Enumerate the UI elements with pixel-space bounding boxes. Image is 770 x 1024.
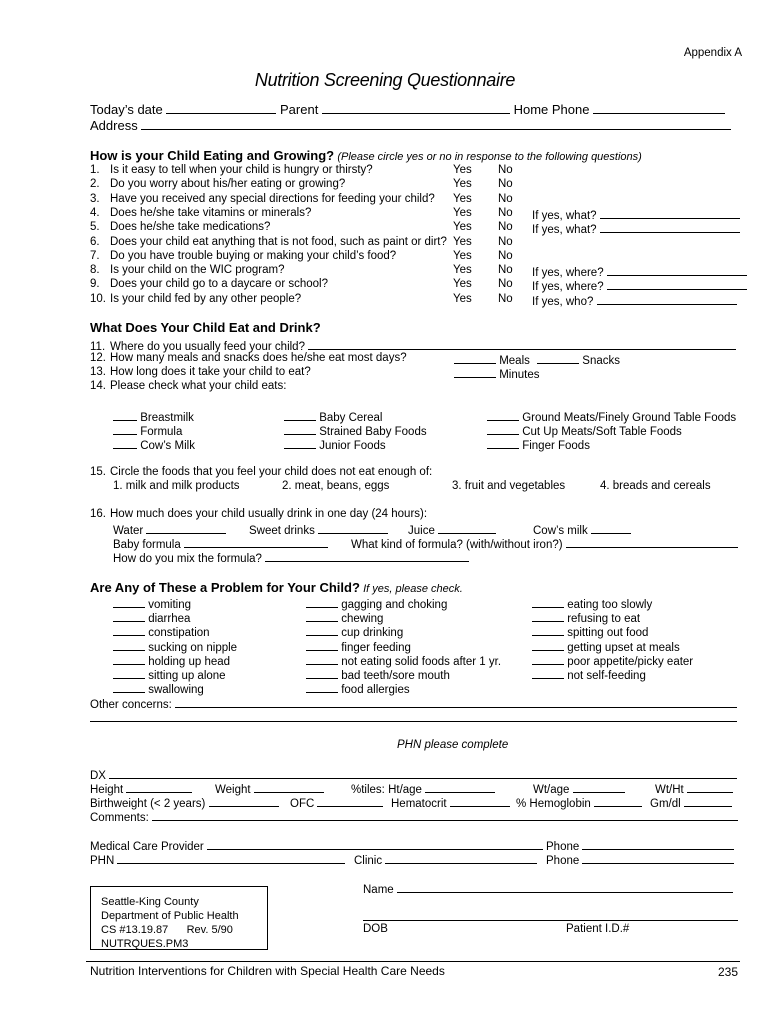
yes-option[interactable]: Yes	[453, 207, 472, 219]
if-yes-group	[532, 293, 737, 308]
problem-check-blank[interactable]	[306, 596, 338, 608]
problem-label: not eating solid foods after 1 yr.	[341, 655, 502, 668]
problem-label: sitting up alone	[148, 670, 226, 682]
yes-option[interactable]: Yes	[453, 264, 472, 276]
provider-phone-label: Phone	[546, 841, 580, 853]
if-yes-label: If yes, where?	[532, 267, 604, 279]
minutes-label: Minutes	[499, 369, 540, 381]
comments-field[interactable]	[152, 809, 738, 821]
problem-item	[113, 596, 191, 611]
food-label: Formula	[140, 426, 183, 438]
food-check-blank[interactable]	[284, 423, 316, 435]
problem-item	[532, 653, 693, 668]
no-option[interactable]: No	[498, 207, 513, 219]
problem-item	[113, 639, 237, 654]
no-option[interactable]: No	[498, 264, 513, 276]
dx-field[interactable]	[109, 767, 737, 779]
question-text: Does he/she take vitamins or minerals?	[110, 207, 312, 219]
problem-item	[113, 624, 210, 639]
question-number: 7.	[90, 250, 100, 262]
problem-check-blank[interactable]	[113, 653, 145, 665]
food-label: Junior Foods	[319, 440, 386, 452]
problem-label: diarrhea	[148, 613, 191, 626]
weight-label: Weight	[215, 784, 251, 796]
agency-line-2: Department of Public Health	[101, 910, 239, 922]
food-item	[487, 409, 736, 424]
if-yes-group	[532, 278, 747, 293]
food-label: Breastmilk	[140, 412, 194, 424]
food-item	[113, 423, 182, 438]
section1-heading: How is your Child Eating and Growing?	[90, 148, 335, 163]
q11-field[interactable]	[308, 338, 736, 350]
food-item	[284, 423, 427, 438]
agency-line-1: Seattle-King County	[101, 896, 199, 908]
problem-check-blank[interactable]	[306, 653, 338, 665]
problem-label: refusing to eat	[567, 613, 641, 626]
agency-line-4: NUTRQUES.PM3	[101, 938, 189, 950]
question-row	[90, 236, 447, 248]
question-row	[90, 278, 328, 290]
meals-label: Meals	[499, 355, 530, 367]
footer-rule	[86, 961, 740, 962]
no-option[interactable]: No	[498, 178, 513, 190]
section1-instruction: (Please circle yes or no in response to the following questions)	[337, 151, 642, 163]
footer-title: Nutrition Interventions for Children with Special Health Care Needs	[90, 964, 445, 978]
problem-label: poor appetite/picky eater	[567, 655, 694, 668]
food-check-blank[interactable]	[487, 437, 519, 449]
problem-label: finger feeding	[341, 641, 411, 654]
hemoglobin-label: % Hemoglobin	[516, 798, 591, 810]
question-row	[90, 164, 373, 176]
juice-field[interactable]	[438, 522, 496, 534]
section2-heading: What Does Your Child Eat and Drink?	[90, 320, 321, 335]
question-number: 5.	[90, 221, 100, 233]
problem-item	[532, 624, 648, 639]
phn-label: PHN	[90, 855, 115, 867]
problem-label: bad teeth/sore mouth	[341, 670, 450, 682]
question-row	[90, 178, 345, 190]
other-concerns-field[interactable]	[175, 696, 737, 708]
question-number: 1.	[90, 164, 100, 176]
height-label: Height	[90, 784, 124, 796]
formula-kind-label: What kind of formula? (with/without iron?)	[351, 539, 563, 551]
juice-label: Juice	[408, 525, 435, 537]
ofc-label: OFC	[290, 798, 315, 810]
problem-check-blank[interactable]	[306, 667, 338, 679]
food-item	[284, 437, 386, 452]
problem-label: not self-feeding	[567, 670, 646, 682]
question-text: Is it easy to tell when your child is hungry or thirsty?	[110, 164, 373, 176]
problem-label: vomiting	[148, 599, 192, 611]
problem-check-blank[interactable]	[532, 667, 564, 679]
clinic-phone-label: Phone	[546, 855, 580, 867]
question-row	[90, 221, 270, 233]
problem-check-blank[interactable]	[306, 681, 338, 693]
problem-item	[306, 681, 410, 696]
food-check-blank[interactable]	[113, 437, 137, 449]
weight-field[interactable]	[254, 781, 324, 793]
problem-check-blank[interactable]	[113, 639, 145, 651]
food-label: Cut Up Meats/Soft Table Foods	[522, 426, 682, 438]
problem-item	[306, 667, 450, 682]
appendix-label: Appendix A	[683, 47, 742, 59]
if-yes-field[interactable]	[607, 278, 747, 290]
wt-age-label: Wt/age	[533, 784, 570, 796]
no-option[interactable]: No	[498, 164, 513, 176]
problem-label: chewing	[341, 613, 384, 626]
if-yes-label: If yes, what?	[532, 224, 597, 236]
birthweight-label: Birthweight (< 2 years)	[90, 798, 206, 810]
problem-item	[532, 610, 640, 625]
hemoglobin-field[interactable]	[594, 795, 642, 807]
problem-item	[113, 653, 230, 668]
problem-check-blank[interactable]	[306, 610, 338, 622]
yes-option[interactable]: Yes	[453, 221, 472, 233]
gm-dl-field[interactable]	[684, 795, 732, 807]
problem-label: spitting out food	[567, 627, 649, 640]
question-number: 2.	[90, 178, 100, 190]
food-item	[487, 423, 682, 438]
question-row	[90, 193, 435, 205]
address-label: Address	[90, 118, 138, 133]
question-number: 8.	[90, 264, 100, 276]
gm-dl-label: Gm/dl	[650, 798, 681, 810]
clinic-label: Clinic	[354, 855, 383, 867]
meals-field[interactable]	[454, 352, 496, 364]
question-text: Does your child go to a daycare or school?	[110, 278, 328, 290]
agency-box	[90, 886, 268, 950]
ht-age-field[interactable]	[425, 781, 495, 793]
question-number: 10.	[90, 293, 106, 305]
question-text: Do you worry about his/her eating or growing?	[110, 178, 346, 190]
phn-heading: PHN please complete	[397, 739, 509, 751]
problem-check-blank[interactable]	[306, 624, 338, 636]
if-yes-label: If yes, what?	[532, 210, 597, 222]
q15-text: Circle the foods that you feel your child does not eat enough of:	[110, 466, 433, 478]
question-text: Have you received any special directions for feeding your child?	[110, 193, 435, 205]
food-item	[113, 437, 195, 452]
q14-text: Please check what your child eats:	[110, 380, 287, 392]
provider-phone-field[interactable]	[582, 838, 734, 850]
problem-check-blank[interactable]	[532, 610, 564, 622]
mix-formula-field[interactable]	[265, 550, 469, 562]
question-text: Does he/she take medications?	[110, 221, 271, 233]
provider-field[interactable]	[207, 838, 543, 850]
hematocrit-label: Hematocrit	[391, 798, 447, 810]
q15-number: 15.	[90, 466, 106, 478]
water-field[interactable]	[146, 522, 226, 534]
q12-text: How many meals and snacks does he/she eat most days?	[110, 352, 407, 364]
todays-date-label: Today’s date	[90, 102, 163, 117]
mix-formula-label: How do you mix the formula?	[113, 553, 262, 565]
question-text: Is your child fed by any other people?	[110, 293, 302, 305]
q16-number: 16.	[90, 508, 106, 520]
cows-milk-field[interactable]	[591, 522, 631, 534]
question-text: Do you have trouble buying or making your child’s food?	[110, 250, 397, 262]
if-yes-group	[532, 264, 747, 279]
problem-label: eating too slowly	[567, 599, 653, 611]
food-item	[284, 409, 383, 424]
question-number: 4.	[90, 207, 100, 219]
yes-option[interactable]: Yes	[453, 193, 472, 205]
q11-number: 11.	[90, 341, 106, 353]
food-label: Baby Cereal	[319, 412, 383, 424]
problem-check-blank[interactable]	[532, 653, 564, 665]
food-check-blank[interactable]	[113, 409, 137, 421]
q11-text: Where do you usually feed your child?	[110, 341, 305, 353]
no-option[interactable]: No	[498, 236, 513, 248]
food-label: Strained Baby Foods	[319, 426, 427, 438]
yes-option[interactable]: Yes	[453, 278, 472, 290]
q15-option-2[interactable]: 2. meat, beans, eggs	[282, 480, 390, 492]
food-item	[487, 437, 590, 452]
food-check-blank[interactable]	[487, 409, 519, 421]
question-text: Is your child on the WIC program?	[110, 264, 285, 276]
problem-item	[532, 667, 646, 682]
if-yes-field[interactable]	[607, 264, 747, 276]
if-yes-group	[532, 207, 740, 222]
question-number: 9.	[90, 278, 100, 290]
baby-formula-label: Baby formula	[113, 539, 181, 551]
name-field[interactable]	[397, 881, 733, 893]
problem-label: swallowing	[148, 684, 204, 697]
no-option[interactable]: No	[498, 293, 513, 305]
if-yes-field[interactable]	[600, 221, 740, 233]
phn-field[interactable]	[117, 852, 345, 864]
yes-option[interactable]: Yes	[453, 236, 472, 248]
comments-label: Comments:	[90, 812, 149, 824]
snacks-field[interactable]	[537, 352, 579, 364]
problem-item	[532, 596, 652, 611]
q14-number: 14.	[90, 380, 106, 392]
problem-check-blank[interactable]	[306, 639, 338, 651]
problem-item	[113, 610, 190, 625]
yes-option[interactable]: Yes	[453, 178, 472, 190]
problem-label: constipation	[148, 627, 210, 640]
address-field[interactable]	[141, 118, 731, 130]
other-concerns-line-2[interactable]	[90, 721, 737, 722]
if-yes-group	[532, 221, 740, 236]
problem-item	[306, 610, 383, 625]
question-number: 6.	[90, 236, 100, 248]
name-label: Name	[363, 884, 394, 896]
if-yes-label: If yes, who?	[532, 296, 594, 308]
problem-check-blank[interactable]	[113, 610, 145, 622]
if-yes-field[interactable]	[597, 293, 737, 305]
parent-field[interactable]	[322, 102, 510, 114]
q15-option-3[interactable]: 3. fruit and vegetables	[452, 480, 566, 492]
baby-formula-field[interactable]	[184, 536, 328, 548]
provider-label: Medical Care Provider	[90, 841, 204, 853]
question-number: 3.	[90, 193, 100, 205]
question-row	[90, 207, 311, 219]
q15-option-1[interactable]: 1. milk and milk products	[113, 480, 240, 492]
food-label: Finger Foods	[522, 440, 590, 452]
section3-instruction: If yes, please check.	[363, 583, 463, 595]
problem-item	[306, 624, 403, 639]
question-row	[90, 264, 285, 276]
problem-check-blank[interactable]	[113, 681, 145, 693]
hematocrit-field[interactable]	[450, 795, 510, 807]
birthweight-field[interactable]	[209, 795, 279, 807]
food-item	[113, 409, 194, 424]
sweet-drinks-label: Sweet drinks	[249, 525, 315, 537]
yes-option[interactable]: Yes	[453, 250, 472, 262]
dx-label: DX	[90, 770, 106, 782]
name-line-2[interactable]	[363, 920, 738, 921]
cows-milk-label: Cow’s milk	[533, 525, 588, 537]
wt-ht-field[interactable]	[687, 781, 733, 793]
food-label: Cow’s Milk	[140, 440, 195, 452]
yes-option[interactable]: Yes	[453, 164, 472, 176]
problem-item	[113, 681, 204, 696]
problem-check-blank[interactable]	[532, 596, 564, 608]
question-row	[90, 250, 396, 262]
problem-label: getting upset at meals	[567, 641, 680, 654]
page-number: 235	[717, 965, 738, 979]
problem-check-blank[interactable]	[113, 667, 145, 679]
other-concerns-label: Other concerns:	[90, 699, 172, 711]
water-label: Water	[113, 525, 144, 537]
problem-item	[306, 596, 447, 611]
problem-check-blank[interactable]	[113, 596, 145, 608]
if-yes-field[interactable]	[600, 207, 740, 219]
formula-kind-field[interactable]	[566, 536, 738, 548]
problem-label: holding up head	[148, 655, 231, 668]
q13-text: How long does it take your child to eat?	[110, 366, 311, 378]
food-check-blank[interactable]	[487, 423, 519, 435]
q16-text: How much does your child usually drink in one day (24 hours):	[110, 508, 428, 520]
problem-item	[306, 653, 501, 668]
dob-label: DOB	[363, 923, 388, 935]
problem-check-blank[interactable]	[532, 639, 564, 651]
question-text: Does your child eat anything that is not food, such as paint or dirt?	[110, 236, 447, 248]
minutes-field[interactable]	[454, 366, 496, 378]
page-title: Nutrition Screening Questionnaire	[254, 70, 516, 90]
ht-age-label: %tiles: Ht/age	[351, 784, 422, 796]
sweet-drinks-field[interactable]	[318, 522, 388, 534]
ofc-field[interactable]	[317, 795, 383, 807]
snacks-label: Snacks	[582, 355, 621, 367]
question-row	[90, 293, 301, 305]
food-check-blank[interactable]	[284, 409, 316, 421]
clinic-phone-field[interactable]	[582, 852, 734, 864]
no-option[interactable]: No	[498, 278, 513, 290]
clinic-field[interactable]	[385, 852, 537, 864]
food-label: Ground Meats/Finely Ground Table Foods	[522, 412, 737, 424]
problem-item	[532, 639, 680, 654]
home-phone-field[interactable]	[593, 102, 725, 114]
yes-option[interactable]: Yes	[453, 293, 472, 305]
q12-number: 12.	[90, 352, 106, 364]
if-yes-label: If yes, where?	[532, 281, 604, 293]
problem-item	[113, 667, 226, 682]
no-option[interactable]: No	[498, 250, 513, 262]
problem-item	[306, 639, 411, 654]
no-option[interactable]: No	[498, 221, 513, 233]
problem-label: sucking on nipple	[148, 641, 238, 654]
todays-date-field[interactable]	[166, 102, 276, 114]
height-field[interactable]	[126, 781, 192, 793]
problem-label: cup drinking	[341, 627, 404, 640]
wt-age-field[interactable]	[573, 781, 625, 793]
food-check-blank[interactable]	[113, 423, 137, 435]
section3-heading: Are Any of These a Problem for Your Child?	[90, 580, 360, 595]
agency-line-3: CS #13.19.87 Rev. 5/90	[101, 924, 233, 936]
problem-check-blank[interactable]	[113, 624, 145, 636]
parent-label: Parent	[280, 102, 319, 117]
problem-check-blank[interactable]	[532, 624, 564, 636]
q13-number: 13.	[90, 366, 106, 378]
problem-label: gagging and choking	[341, 599, 448, 611]
food-check-blank[interactable]	[284, 437, 316, 449]
wt-ht-label: Wt/Ht	[655, 784, 684, 796]
no-option[interactable]: No	[498, 193, 513, 205]
problem-label: food allergies	[341, 684, 410, 697]
home-phone-label: Home Phone	[513, 102, 590, 117]
q15-option-4[interactable]: 4. breads and cereals	[600, 480, 711, 492]
patient-id-label: Patient I.D.#	[566, 923, 630, 935]
